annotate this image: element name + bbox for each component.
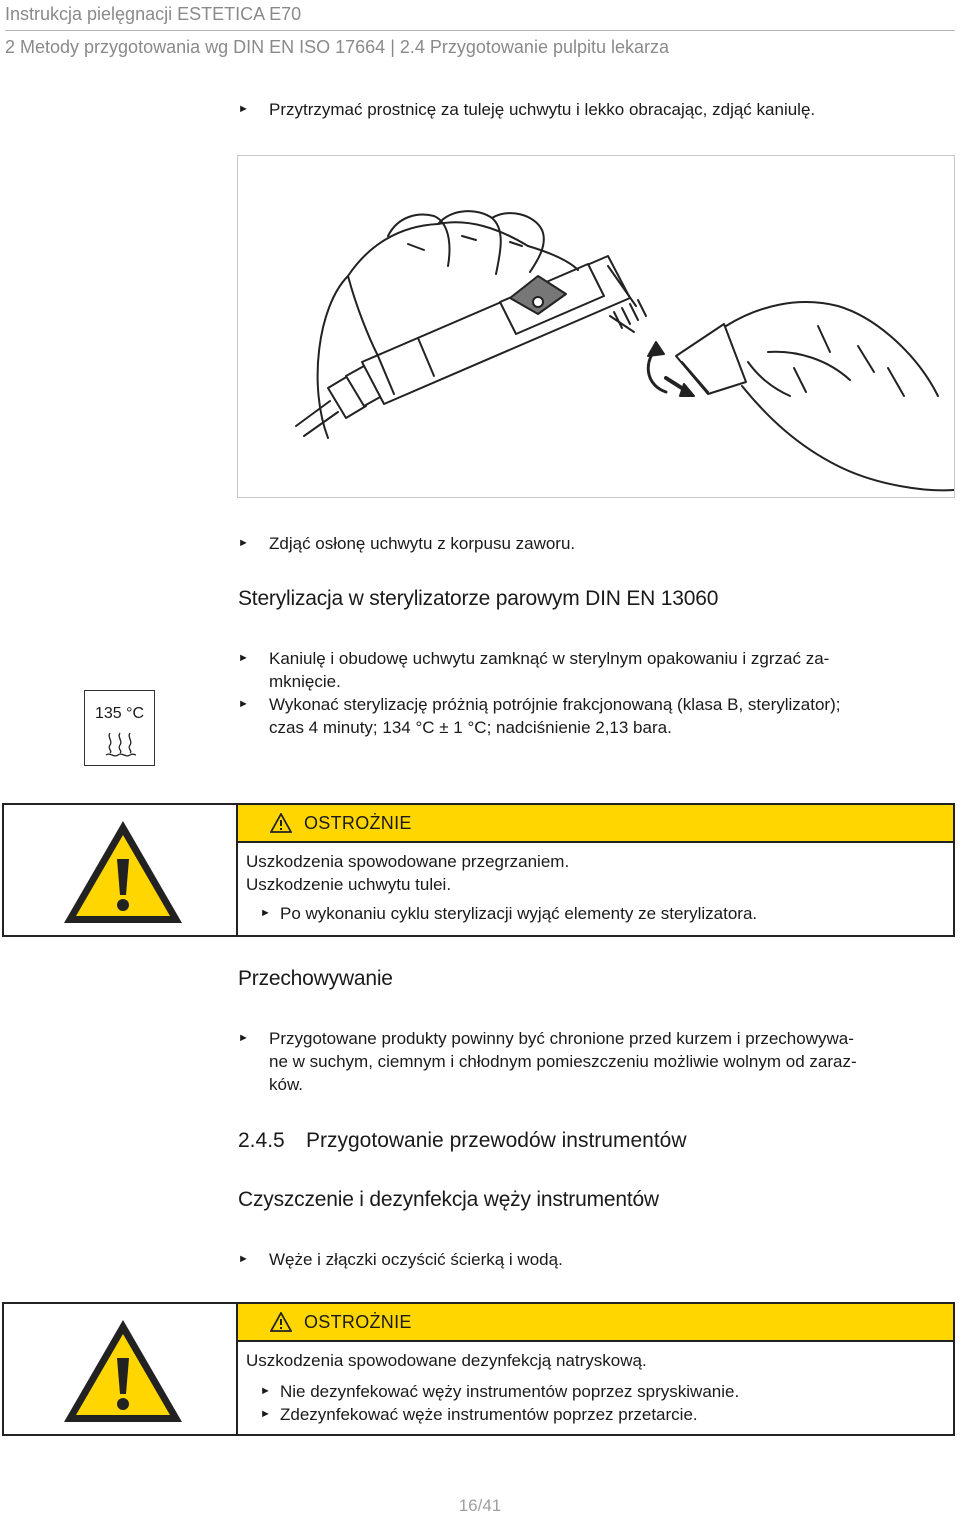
header-divider — [5, 30, 955, 31]
section-heading-cleaning: Czyszczenie i dezynfekcja węży instrumentów — [238, 1188, 659, 1211]
warning-small-icon — [270, 813, 292, 833]
caution-header-bar — [238, 805, 953, 843]
steam-icon — [105, 731, 137, 757]
section-title: Przygotowanie przewodów instrumentów — [306, 1129, 687, 1152]
temperature-label: 135 °C — [94, 705, 145, 722]
storage-step — [238, 1027, 857, 1096]
caution-body — [246, 1349, 943, 1426]
section-heading-storage: Przechowywanie — [238, 967, 393, 990]
step-text-line1: Wykonać sterylizację próżnią potrójnie frakcjonowaną (klasa B, sterylizator); — [269, 695, 841, 714]
step-text-line2: ne w suchym, ciemnym i chłodnym pomieszczeniu możliwie wolnym od zaraz- — [269, 1052, 857, 1071]
caution-action-text: Nie dezynfekować węży instrumentów poprzez spryskiwanie. — [280, 1382, 740, 1401]
step-text-line2: mknięcie. — [269, 672, 341, 691]
caution-box-overheating — [2, 803, 955, 937]
page-number: 16/41 — [458, 1496, 502, 1515]
caution-title: Uszkodzenia spowodowane przegrzaniem. — [246, 852, 570, 871]
section-heading-sterilization: Sterylizacja w sterylizatorze parowym DIN EN 13060 — [238, 587, 719, 610]
bullet-arrow-icon: ► — [238, 652, 249, 664]
step-text-line1: Przygotowane produkty powinny być chronione przed kurzem i przechowywa- — [269, 1029, 854, 1048]
bullet-arrow-icon: ► — [260, 1385, 271, 1397]
step-text-line3: ków. — [269, 1075, 304, 1094]
bullet-arrow-icon: ► — [238, 1253, 249, 1265]
step-text: Węże i złączki oczyścić ścierką i wodą. — [269, 1250, 563, 1269]
caution-header-bar — [238, 1304, 953, 1342]
warning-triangle-icon — [60, 1316, 186, 1426]
step-text-line2: czas 4 minuty; 134 °C ± 1 °C; nadciśnienie 2,13 bara. — [269, 718, 672, 737]
caution-action-text: Zdezynfekować węże instrumentów poprzez przetarcie. — [280, 1405, 698, 1424]
bullet-arrow-icon: ► — [238, 537, 249, 549]
caution-label: OSTROŻNIE — [304, 1312, 412, 1332]
step-text-line1: Kaniulę i obudowę uchwytu zamknąć w sterylnym opakowaniu i zgrzać za- — [269, 649, 830, 668]
document-title: Instrukcja pielęgnacji ESTETICA E70 — [5, 4, 302, 24]
step-text: Przytrzymać prostnicę za tuleję uchwytu i lekko obracając, zdjąć kaniulę. — [269, 100, 816, 119]
caution-action-text: Po wykonaniu cyklu sterylizacji wyjąć elementy ze sterylizatora. — [280, 904, 758, 923]
warning-icon-area — [4, 1304, 238, 1434]
bullet-arrow-icon: ► — [260, 907, 271, 919]
warning-triangle-icon — [60, 817, 186, 927]
warning-icon-area — [4, 805, 238, 935]
step-text: Zdjąć osłonę uchwytu z korpusu zaworu. — [269, 534, 576, 553]
caution-title: Uszkodzenia spowodowane dezynfekcją natryskową. — [246, 1351, 647, 1370]
breadcrumb: 2 Metody przygotowania wg DIN EN ISO 17664 | 2.4 Przygotowanie pulpitu lekarza — [5, 37, 670, 57]
section-number: 2.4.5 — [238, 1129, 285, 1152]
bullet-arrow-icon: ► — [238, 698, 249, 710]
bullet-arrow-icon: ► — [260, 1408, 271, 1420]
warning-small-icon — [270, 1312, 292, 1332]
caution-description: Uszkodzenie uchwytu tulei. — [246, 875, 452, 894]
sterilization-temperature-symbol — [84, 690, 155, 766]
sterilization-step-cycle — [238, 693, 840, 739]
caution-body — [246, 850, 943, 925]
caution-action — [246, 1403, 943, 1426]
handpiece-illustration — [237, 155, 955, 498]
caution-box-spray — [2, 1302, 955, 1436]
bullet-arrow-icon: ► — [238, 103, 249, 115]
cleaning-step — [238, 1248, 563, 1271]
sterilization-step-pack — [238, 647, 829, 693]
section-heading-hoses — [238, 1129, 687, 1153]
step-remove-cover — [238, 532, 575, 555]
caution-label: OSTROŻNIE — [304, 813, 412, 833]
caution-action — [246, 902, 943, 925]
caution-action — [246, 1380, 943, 1403]
step-remove-cannula — [238, 98, 815, 121]
bullet-arrow-icon: ► — [238, 1032, 249, 1044]
